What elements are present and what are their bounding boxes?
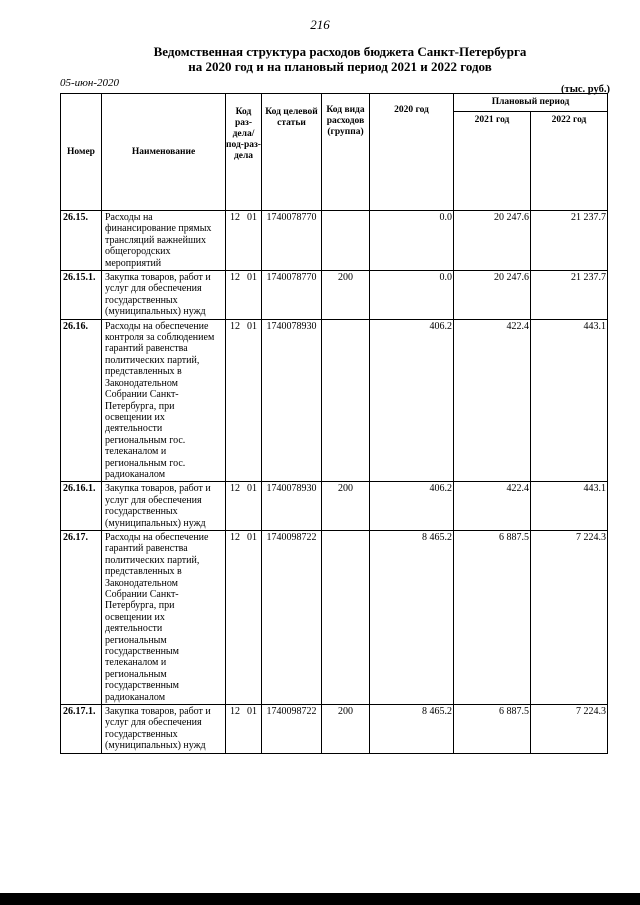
row-expense-type [322, 530, 370, 704]
subsection-code: 01 [247, 272, 257, 284]
page-number: 216 [310, 17, 330, 32]
budget-table [60, 93, 608, 754]
subsection-code: 01 [247, 706, 257, 718]
section-code: 12 [230, 212, 240, 223]
table-row [61, 211, 608, 271]
row-target-code: 1740098722 [262, 530, 322, 704]
row-name: Расходы на финансирование прямых трансляций важнейших общегородских мероприятий [102, 211, 226, 271]
row-expense-type: 200 [322, 705, 370, 754]
row-section-code [226, 530, 262, 704]
row-section-code [226, 319, 262, 482]
row-section-code [226, 271, 262, 320]
row-target-code: 1740078930 [262, 319, 322, 482]
row-target-code: 1740078770 [262, 211, 322, 271]
row-expense-type [322, 319, 370, 482]
subsection-code: 01 [247, 483, 257, 495]
header-expense-type-code: Код вида расходов (группа) [322, 94, 370, 211]
row-number: 26.17. [61, 530, 102, 704]
subsection-code: 01 [247, 531, 257, 543]
row-name: Закупка товаров, работ и услуг для обеспечения государственных (муниципальных) нужд [102, 482, 226, 531]
section-code: 12 [230, 320, 240, 332]
row-number: 26.16.1. [61, 482, 102, 531]
subsection-code: 01 [247, 212, 257, 223]
table-row [61, 530, 608, 704]
header-target-code: Код целевой статьи [262, 94, 322, 211]
row-name: Закупка товаров, работ и услуг для обеспечения государственных (муниципальных) нужд [102, 271, 226, 320]
table-row [61, 319, 608, 482]
table-row [61, 705, 608, 754]
row-amount-2022: 21 237.7 [531, 271, 608, 320]
row-target-code: 1740078930 [262, 482, 322, 531]
row-amount-2020: 406.2 [370, 482, 454, 531]
table-row [61, 482, 608, 531]
row-amount-2021: 422.4 [454, 482, 531, 531]
row-name: Закупка товаров, работ и услуг для обеспечения государственных (муниципальных) нужд [102, 705, 226, 754]
row-amount-2021: 6 887.5 [454, 705, 531, 754]
budget-table-container [60, 93, 607, 754]
units-label: (тыс. руб.) [561, 84, 610, 95]
header-2021: 2021 год [454, 112, 531, 211]
row-section-code [226, 211, 262, 271]
row-expense-type [322, 211, 370, 271]
table-body [61, 211, 608, 754]
row-amount-2020: 8 465.2 [370, 705, 454, 754]
row-amount-2022: 7 224.3 [531, 530, 608, 704]
row-number: 26.17.1. [61, 705, 102, 754]
row-amount-2022: 21 237.7 [531, 211, 608, 271]
row-amount-2022: 443.1 [531, 482, 608, 531]
row-amount-2020: 0.0 [370, 211, 454, 271]
section-code: 12 [230, 272, 240, 284]
row-amount-2022: 443.1 [531, 319, 608, 482]
row-name: Расходы на обеспечение гарантий равенства политических партий, представленных в Законодательном Собрании Санкт-Петербурга, при освещении их деятельности региональным государственным телеканалом и региональным государственным радиоканалом [102, 530, 226, 704]
row-name: Расходы на обеспечение контроля за соблюдением гарантий равенства политических партий, представленных в Законодательном Собрании Санкт-Петербурга, при освещении их деятельности региональным гос. телеканалом и региональным гос. радиоканалом [102, 319, 226, 482]
row-amount-2021: 20 247.6 [454, 211, 531, 271]
title-line-1: Ведомственная структура расходов бюджета Санкт-Петербурга [153, 44, 527, 59]
header-planned-period: Плановый период [454, 94, 608, 112]
row-amount-2022: 7 224.3 [531, 705, 608, 754]
row-expense-type: 200 [322, 482, 370, 531]
subsection-code: 01 [247, 320, 257, 332]
row-amount-2021: 6 887.5 [454, 530, 531, 704]
section-code: 12 [230, 706, 240, 718]
row-section-code [226, 705, 262, 754]
row-amount-2021: 20 247.6 [454, 271, 531, 320]
row-expense-type: 200 [322, 271, 370, 320]
row-amount-2021: 422.4 [454, 319, 531, 482]
row-amount-2020: 0.0 [370, 271, 454, 320]
row-number: 26.15. [61, 211, 102, 271]
row-amount-2020: 406.2 [370, 319, 454, 482]
row-section-code [226, 482, 262, 531]
section-code: 12 [230, 483, 240, 495]
scan-bottom-border [0, 893, 640, 905]
header-2020: 2020 год [370, 94, 454, 211]
section-code: 12 [230, 531, 240, 543]
row-number: 26.15.1. [61, 271, 102, 320]
header-2022: 2022 год [531, 112, 608, 211]
header-section-code: Код раз-дела/ под-раз-дела [226, 94, 262, 211]
title-line-2: на 2020 год и на плановый период 2021 и 2022 годов [188, 59, 492, 74]
table-row [61, 271, 608, 320]
document-title [60, 44, 620, 74]
document-date: 05-июн-2020 [60, 77, 120, 89]
row-number: 26.16. [61, 319, 102, 482]
row-amount-2020: 8 465.2 [370, 530, 454, 704]
row-target-code: 1740098722 [262, 705, 322, 754]
row-target-code: 1740078770 [262, 271, 322, 320]
header-number: Номер [61, 94, 102, 211]
header-name: Наименование [102, 94, 226, 211]
